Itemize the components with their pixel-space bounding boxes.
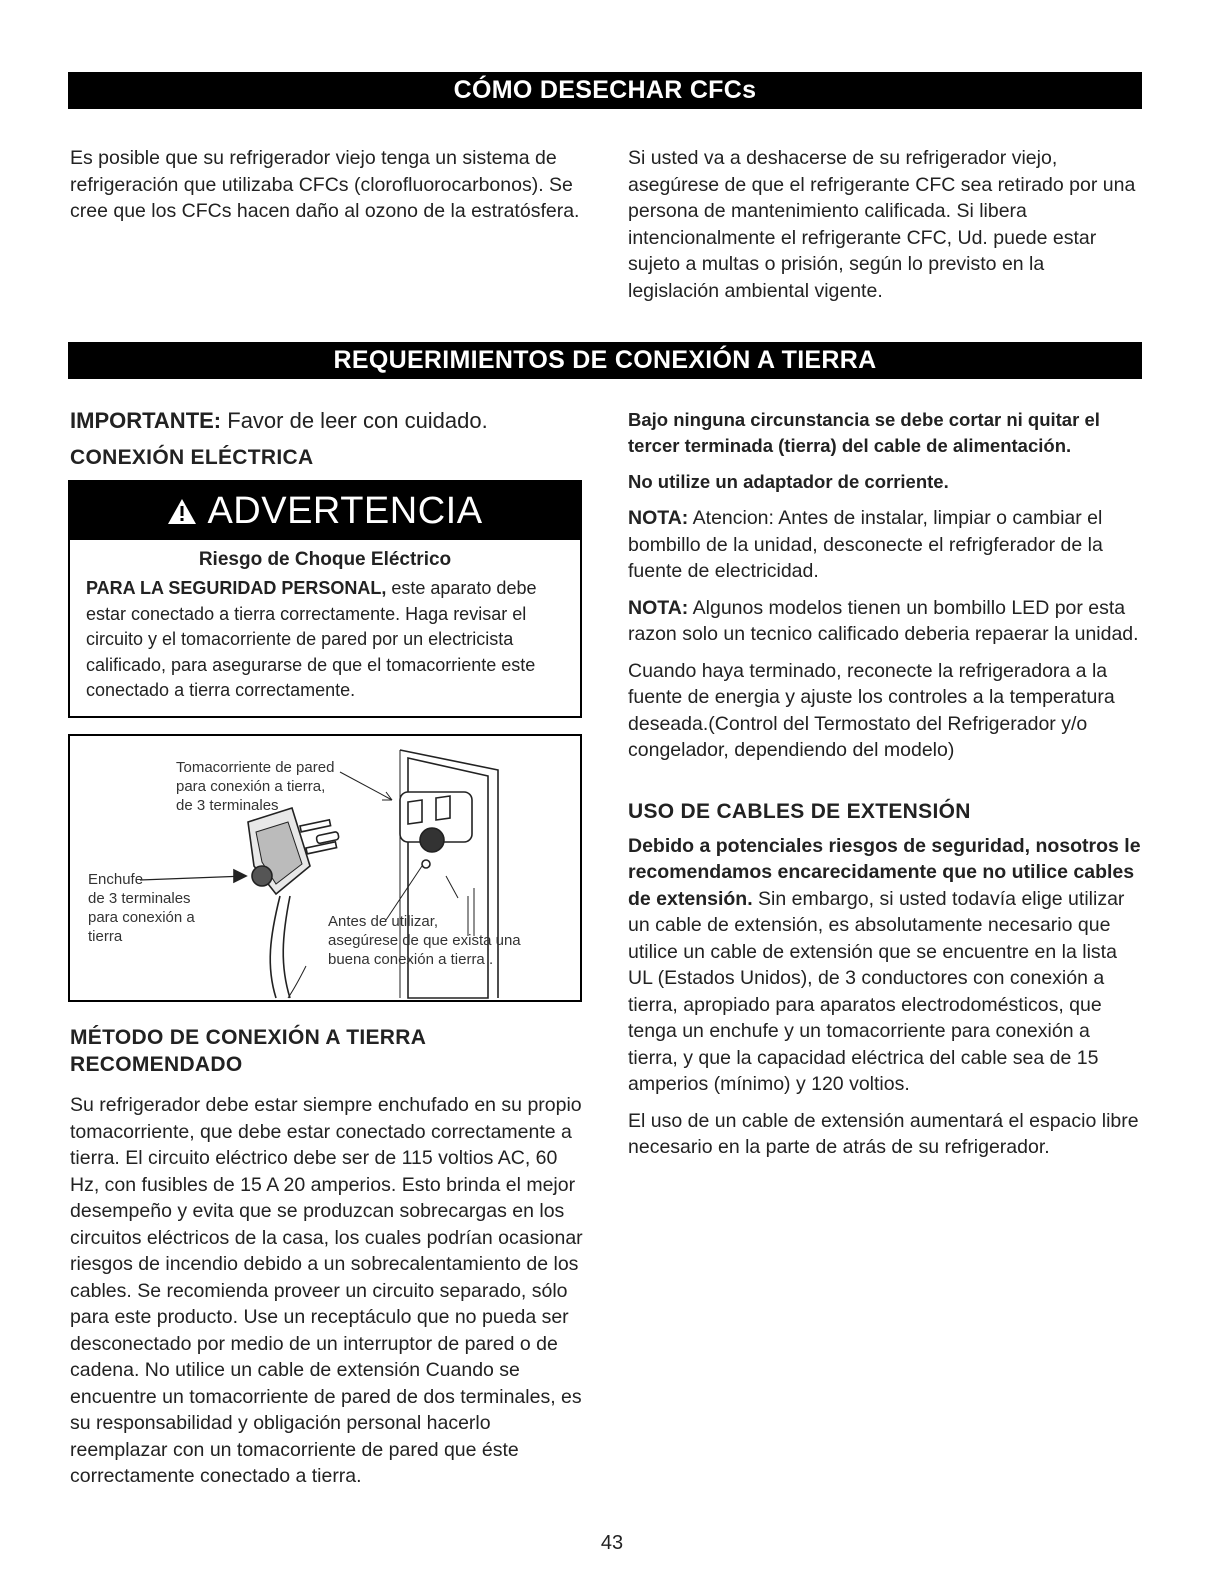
outlet-label	[176, 758, 334, 815]
electric-connection-heading: CONEXIÓN ELÉCTRICA	[70, 446, 314, 469]
cfc-left-column	[70, 145, 590, 225]
ground-section-banner	[68, 342, 1142, 379]
method-heading	[70, 1024, 590, 1078]
grounding-figure	[68, 734, 582, 1002]
outlet-label-line-1: Tomacorriente de pared	[176, 759, 335, 776]
warning-box	[68, 480, 582, 718]
method-heading-line-2: RECOMENDADO	[70, 1053, 243, 1076]
note-2	[628, 595, 1142, 648]
note-1	[628, 505, 1142, 585]
no-adapter-warning: No utilize un adaptador de corriente.	[628, 471, 949, 492]
warning-header	[70, 482, 580, 540]
check-label-line-2: asegúrese de que exista una	[328, 932, 521, 949]
plug-label-line-1: Enchufe	[88, 871, 144, 888]
reconnect-paragraph: Cuando haya terminado, reconecte la refrigeradora a la fuente de energia y ajuste los controles a la temperatura deseada.(Control del Termostato del Refrigerador y/o congelador, dependiendo del modelo)	[628, 659, 1115, 761]
no-cut-warning: Bajo ninguna circunstancia se debe cortar ni quitar el tercer terminada (tierra) del cable de alimentación.	[628, 409, 1100, 456]
cfc-section-banner	[68, 72, 1142, 109]
check-label	[328, 912, 521, 969]
warning-subtitle: Riesgo de Choque Eléctrico	[198, 549, 452, 570]
check-label-line-1: Antes de utilizar,	[328, 913, 439, 930]
warning-text	[70, 572, 580, 704]
extension-paragraph-2: El uso de un cable de extensión aumentará el espacio libre necesario en la parte de atrás de su refrigerador.	[628, 1109, 1139, 1158]
ground-right-column	[628, 407, 1142, 1161]
extension-paragraph	[628, 833, 1142, 1098]
cfc-left-paragraph: Es posible que su refrigerador viejo tenga un sistema de refrigeración que utilizaba CFCs (clorofluorocarbonos). Se cree que los CFCs hacen daño al ozono de la estratósfera.	[70, 147, 580, 222]
plug-label-line-3: para conexión a	[88, 909, 195, 926]
note-2-text: Algunos modelos tienen un bombillo LED por esta razon solo un tecnico calificado deberia repaerar la unidad.	[628, 596, 1139, 645]
extension-text: Sin embargo, si usted todavía elige utilizar un cable de extensión, es absolutamente necesario que utilice un cable de extensión que se encuentre en la lista UL (Estados Unidos), de 3 conductores con conexión a tierra, apropiado para aparatos electrodomésticos, que tenga un enchufe y un tomacorriente para conexión a tierra, y que la capacidad eléctrica del cable sea de 15 amperios (mínimo) y 120 voltios.	[628, 887, 1125, 1095]
method-paragraph: Su refrigerador debe estar siempre enchufado en su propio tomacorriente, que debe estar conectado correctamente a tierra. El circuito eléctrico debe ser de 115 voltios AC, 60 Hz, con fusibles de 15 A 20 amperios. Esto brinda el mejor desempeño y evita que se produzcan sobrecargas en los circuitos eléctricos de la casa, los cuales podrían ocasionar riesgos de incendio debido a un sobrecalentamiento de los cables. Se recomienda proveer un circuito separado, sólo para este producto. Use un receptáculo que no pueda ser desconectado por medio de un interruptor de pared o de cadena. No utilice un cable de extensión Cuando se encuentre un tomacorriente de pared de dos terminales, es su responsabilidad y obligación personal hacerlo reemplazar con un tomacorriente de pared que éste correctamente conectado a tierra.	[70, 1094, 583, 1487]
note-2-label: NOTA:	[628, 596, 689, 619]
outlet-label-line-2: para conexión a tierra,	[176, 778, 326, 795]
note-1-label: NOTA:	[628, 507, 689, 529]
important-note	[70, 407, 590, 435]
outlet-label-line-3: de 3 terminales	[176, 797, 279, 814]
warning-triangle-icon	[167, 498, 197, 525]
method-heading-line-1: MÉTODO DE CONEXIÓN A TIERRA	[70, 1026, 427, 1049]
warning-title: ADVERTENCIA	[207, 489, 483, 532]
extension-heading: USO DE CABLES DE EXTENSIÓN	[628, 799, 971, 823]
important-label: IMPORTANTE:	[70, 408, 222, 433]
extension-bold: Debido a potenciales riesgos de seguridad, nosotros le recomendamos encarecidamente que no utilice cables de extensión.	[628, 834, 1141, 910]
warning-lead: PARA LA SEGURIDAD PERSONAL,	[86, 578, 387, 598]
page-number: 43	[600, 1532, 624, 1554]
plug-label-line-2: de 3 terminales	[88, 890, 191, 907]
warning-body: este aparato debe estar conectado a tierra correctamente. Haga revisar el circuito y el tomacorriente de pared por un electricista calificado, para asegurarse de que el tomacorriente este conectado a tierra correctamente.	[86, 578, 537, 700]
note-1-text: Atencion: Antes de instalar, limpiar o cambiar el bombillo de la unidad, desconecte el refrigferador de la fuente de electricidad.	[628, 507, 1103, 582]
ground-section-title: REQUERIMIENTOS DE CONEXIÓN A TIERRA	[333, 346, 877, 374]
cfc-right-paragraph: Si usted va a deshacerse de su refrigerador viejo, asegúrese de que el refrigerante CFC sea retirado por una persona de mantenimiento calificada. Si libera intencionalmente el refrigerante CFC, Ud. puede estar sujeto a multas o prisión, según lo previsto en la legislación ambiental vigente.	[628, 147, 1136, 302]
check-label-line-3: buena conexión a tierra .	[328, 951, 494, 968]
method-column	[70, 1092, 584, 1490]
plug-label-line-4: tierra	[88, 928, 123, 945]
cfc-section-title: CÓMO DESECHAR CFCs	[453, 76, 757, 104]
important-text: Favor de leer con cuidado.	[221, 408, 488, 433]
cfc-right-column	[628, 145, 1138, 304]
plug-label	[88, 870, 195, 946]
